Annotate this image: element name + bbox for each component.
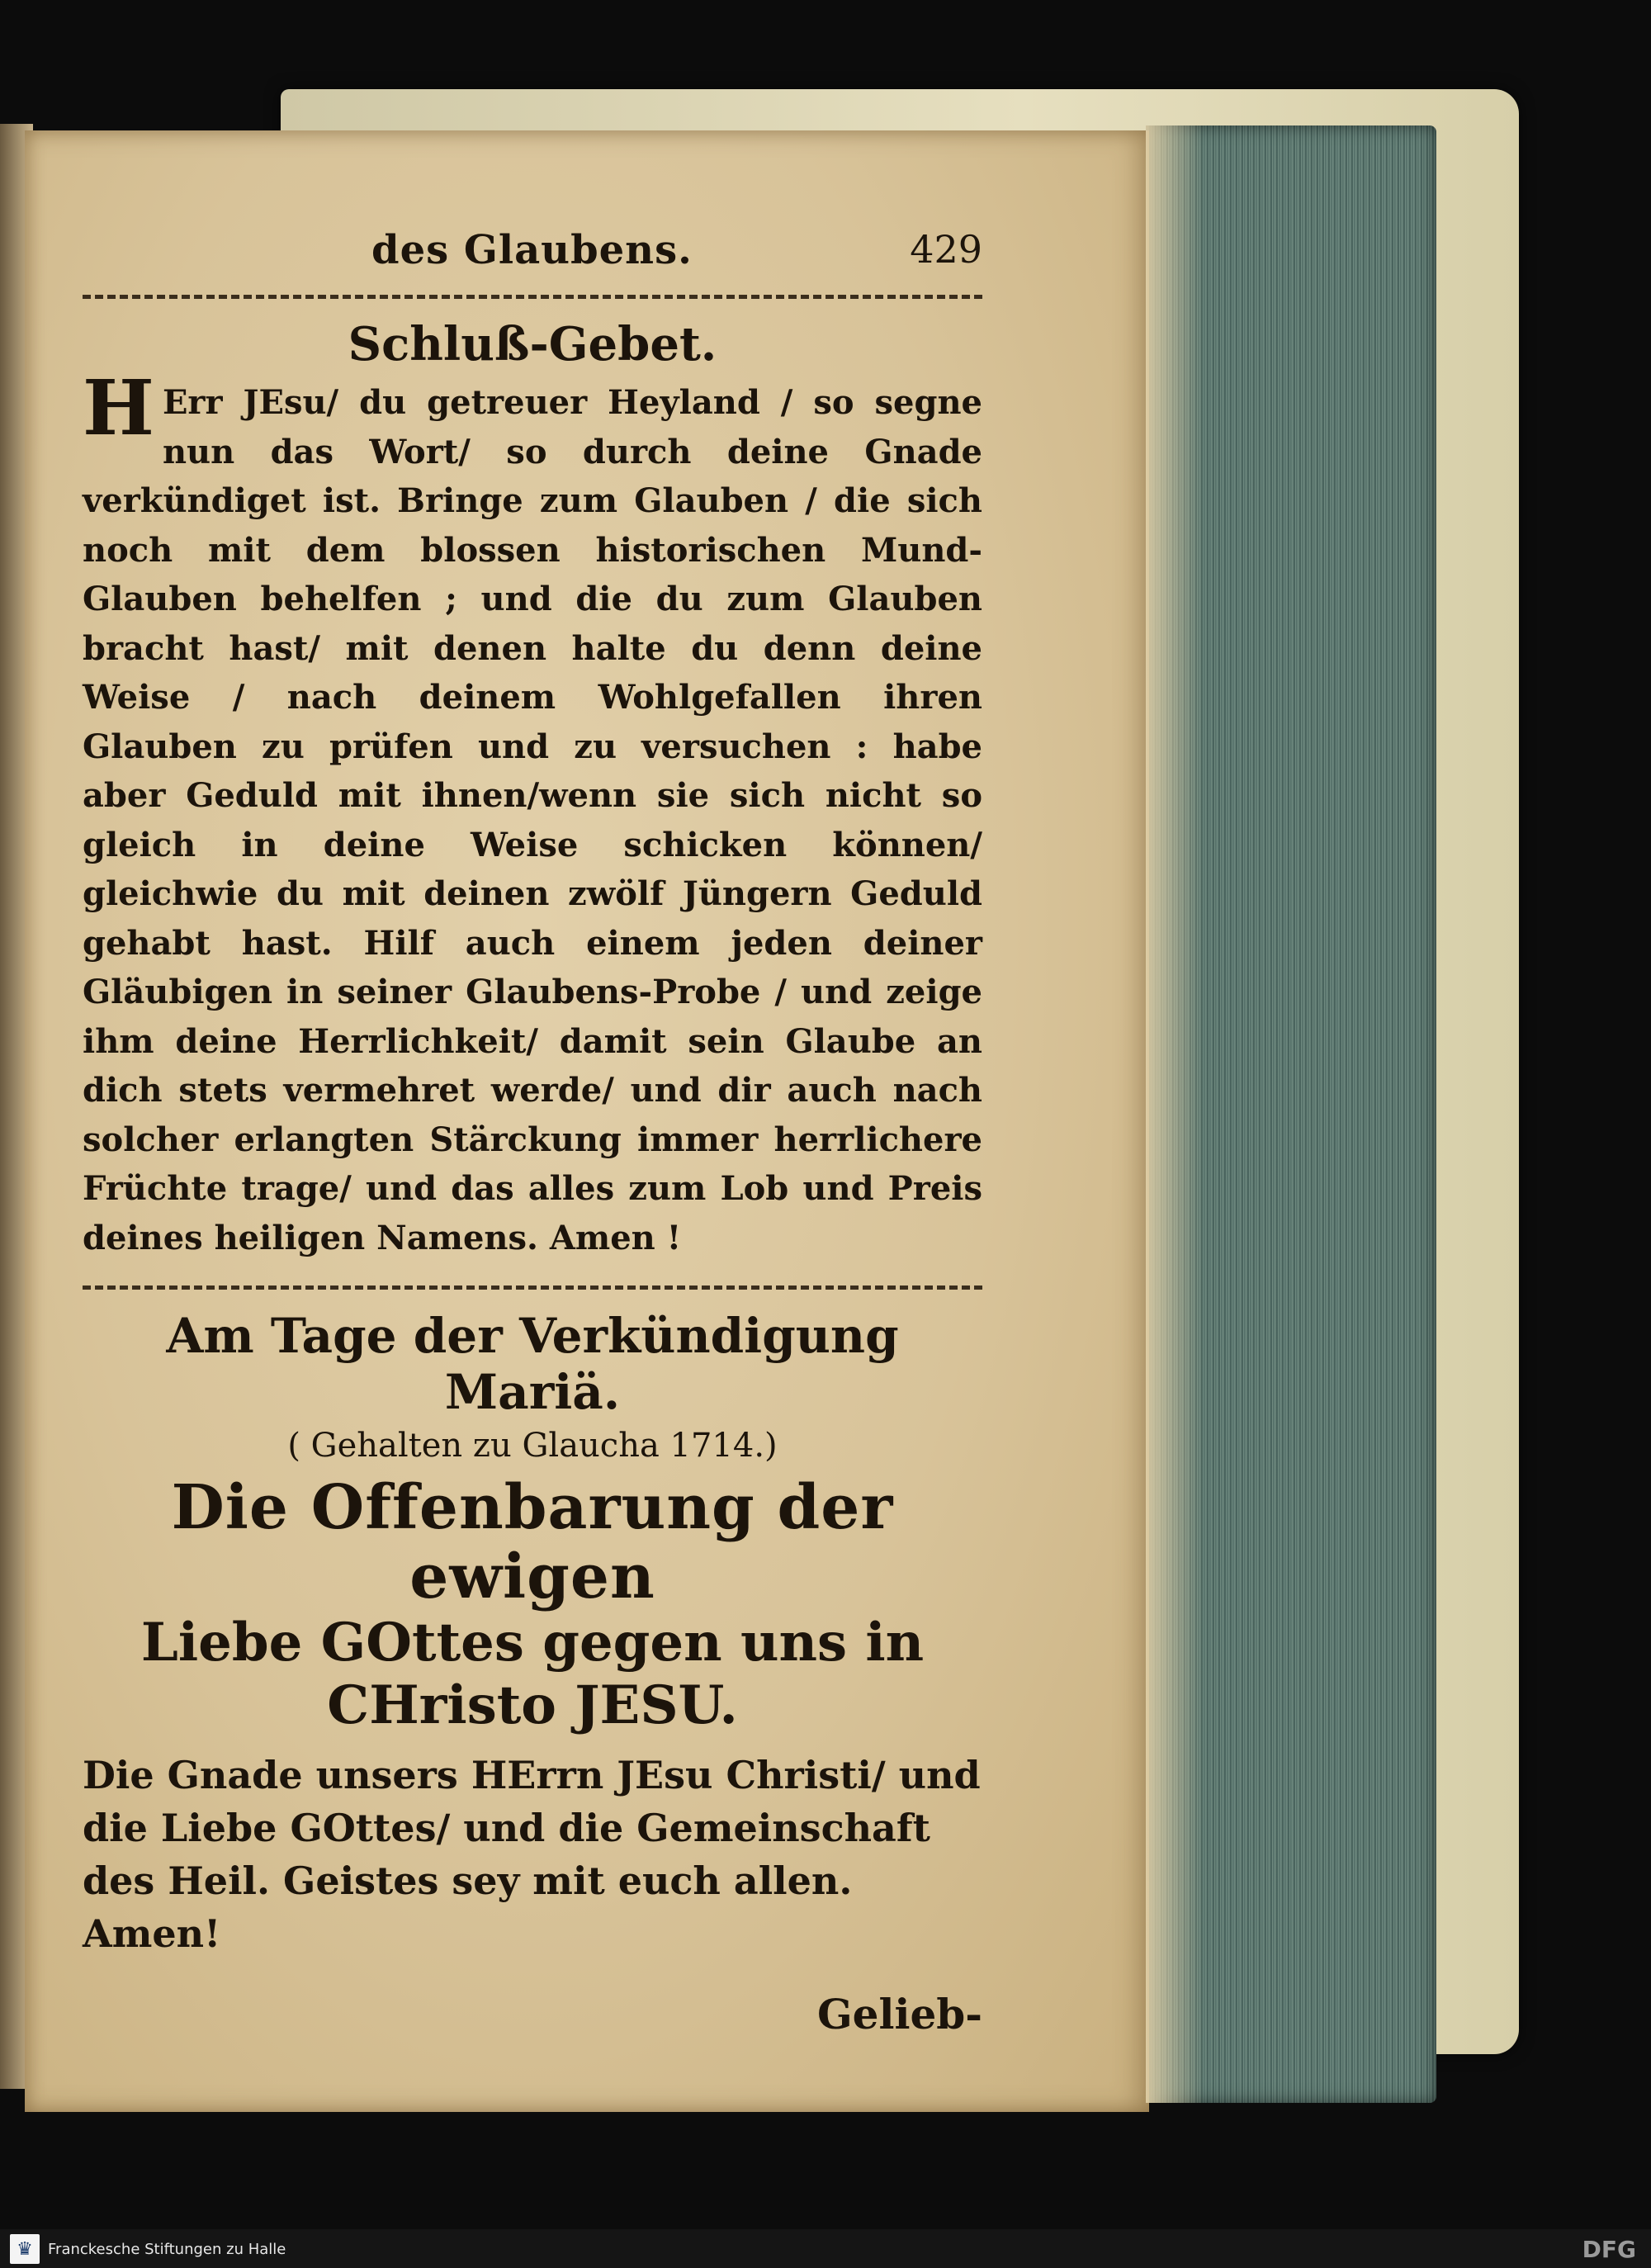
blessing-text: Die Gnade unsers HErrn JEsu Christi/ und die Liebe GOttes/ und die Gemeinschaft des Heil. Geistes sey mit euch allen. Amen! <box>83 1753 981 1956</box>
franckesche-stiftungen-logo-icon[interactable]: ♛ <box>10 2234 40 2264</box>
running-title: des Glaubens. <box>371 227 693 273</box>
page-gutter-shadow <box>1146 125 1204 2103</box>
prayer-dropcap: H <box>83 363 154 452</box>
prayer-heading: Schluß-Gebet. <box>348 317 717 372</box>
page-text-area <box>83 227 982 2038</box>
page-number: 429 <box>910 227 982 272</box>
dfg-logo[interactable]: DFG <box>1582 2236 1636 2263</box>
sermon-title-line1: Die Offenbarung der ewigen <box>171 1472 894 1612</box>
page-header <box>83 227 982 285</box>
prayer-body <box>83 363 982 1262</box>
viewer-footer <box>0 2229 1651 2268</box>
section-rule <box>83 1286 982 1295</box>
header-rule <box>83 295 982 304</box>
feast-title: Am Tage der Verkündigung Mariä. <box>166 1308 899 1420</box>
sermon-note: ( Gehalten zu Glaucha 1714.) <box>287 1427 778 1465</box>
catchword: Gelieb- <box>816 1990 982 2038</box>
sermon-title-line3: CHristo JESU. <box>327 1674 738 1736</box>
sermon-title-line2: Liebe GOttes gegen uns in <box>140 1612 925 1674</box>
prayer-body-text: Err JEsu/ du getreuer Heyland / so segne nun das Wort/ so durch deine Gnade verkündiget ist. Bringe zum Glauben / die sich noch mit dem blossen historischen Mund-Glauben behelfen ; und die du zum Glauben bracht hast/ mit denen halte du denn deine Weise / nach deinem Wohlgefallen ihren Glauben zu prüfen und zu versuchen : habe aber Geduld mit ihnen/wenn sie sich nicht so gleich in deine Weise schicken können/ gleichwie du mit deinen zwölf Jüngern Geduld gehabt hast. Hilf auch einem jeden deiner Gläubigen in seiner Glaubens-Probe / und zeige ihm deine Herrlichkeit/ damit sein Glaube an dich stets vermehret werde/ und dir auch nach solcher erlangten Stärckung immer herrlichere Früchte trage/ und das alles zum Lob und Preis deines heiligen Namens. Amen ! <box>83 383 982 1257</box>
institution-name[interactable]: Franckesche Stiftungen zu Halle <box>48 2241 286 2258</box>
